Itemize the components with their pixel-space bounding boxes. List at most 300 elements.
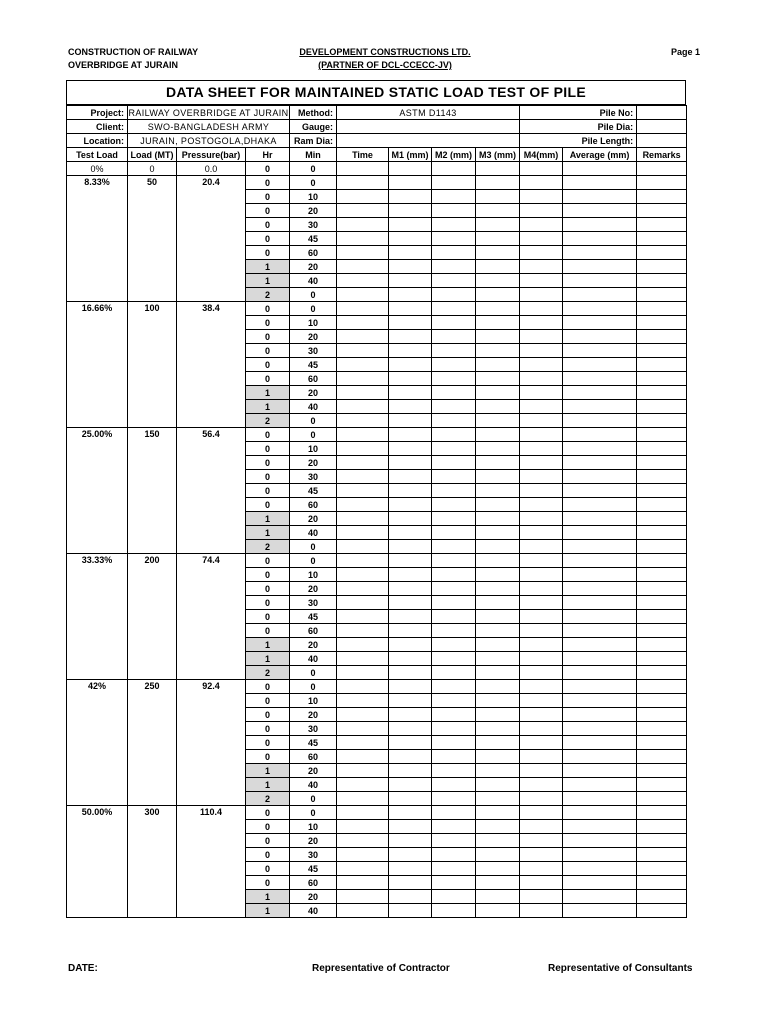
reading-cell[interactable] (563, 792, 637, 806)
reading-cell[interactable] (432, 414, 476, 428)
reading-cell[interactable] (637, 554, 687, 568)
reading-cell[interactable] (476, 834, 520, 848)
reading-cell[interactable] (389, 596, 432, 610)
reading-cell[interactable] (389, 316, 432, 330)
reading-cell[interactable] (520, 638, 563, 652)
reading-cell[interactable] (563, 302, 637, 316)
reading-cell[interactable] (432, 428, 476, 442)
reading-cell[interactable] (563, 498, 637, 512)
reading-cell[interactable] (432, 484, 476, 498)
reading-cell[interactable] (337, 848, 389, 862)
reading-cell[interactable] (476, 820, 520, 834)
reading-cell[interactable] (520, 806, 563, 820)
reading-cell[interactable] (637, 456, 687, 470)
reading-cell[interactable] (520, 484, 563, 498)
reading-cell[interactable] (520, 414, 563, 428)
reading-cell[interactable] (476, 708, 520, 722)
reading-cell[interactable] (476, 736, 520, 750)
reading-cell[interactable] (637, 470, 687, 484)
reading-cell[interactable] (637, 386, 687, 400)
reading-cell[interactable] (337, 834, 389, 848)
reading-cell[interactable] (520, 260, 563, 274)
reading-cell[interactable] (432, 596, 476, 610)
reading-cell[interactable] (476, 582, 520, 596)
reading-cell[interactable] (337, 722, 389, 736)
reading-cell[interactable] (637, 330, 687, 344)
reading-cell[interactable] (520, 358, 563, 372)
reading-cell[interactable] (337, 246, 389, 260)
reading-cell[interactable] (637, 428, 687, 442)
reading-cell[interactable] (337, 302, 389, 316)
reading-cell[interactable] (432, 806, 476, 820)
reading-cell[interactable] (476, 498, 520, 512)
reading-cell[interactable] (432, 204, 476, 218)
reading-cell[interactable] (389, 456, 432, 470)
reading-cell[interactable] (476, 372, 520, 386)
reading-cell[interactable] (389, 512, 432, 526)
reading-cell[interactable] (520, 190, 563, 204)
reading-cell[interactable] (337, 414, 389, 428)
reading-cell[interactable] (563, 386, 637, 400)
reading-cell[interactable] (563, 890, 637, 904)
reading-cell[interactable] (637, 484, 687, 498)
reading-cell[interactable] (432, 848, 476, 862)
reading-cell[interactable] (389, 890, 432, 904)
reading-cell[interactable] (563, 848, 637, 862)
reading-cell[interactable] (389, 498, 432, 512)
reading-cell[interactable] (637, 176, 687, 190)
reading-cell[interactable] (520, 736, 563, 750)
reading-cell[interactable] (637, 820, 687, 834)
reading-cell[interactable] (637, 526, 687, 540)
reading-cell[interactable] (337, 554, 389, 568)
reading-cell[interactable] (520, 316, 563, 330)
reading-cell[interactable] (337, 750, 389, 764)
reading-cell[interactable] (563, 694, 637, 708)
reading-cell[interactable] (432, 442, 476, 456)
reading-cell[interactable] (563, 708, 637, 722)
reading-cell[interactable] (337, 344, 389, 358)
reading-cell[interactable] (389, 344, 432, 358)
reading-cell[interactable] (337, 526, 389, 540)
reading-cell[interactable] (520, 554, 563, 568)
reading-cell[interactable] (389, 526, 432, 540)
reading-cell[interactable] (337, 372, 389, 386)
reading-cell[interactable] (637, 568, 687, 582)
reading-cell[interactable] (432, 736, 476, 750)
reading-cell[interactable] (337, 694, 389, 708)
reading-cell[interactable] (520, 568, 563, 582)
reading-cell[interactable] (337, 778, 389, 792)
reading-cell[interactable] (476, 694, 520, 708)
reading-cell[interactable] (637, 666, 687, 680)
reading-cell[interactable] (476, 204, 520, 218)
reading-cell[interactable] (520, 330, 563, 344)
reading-cell[interactable] (563, 540, 637, 554)
reading-cell[interactable] (337, 862, 389, 876)
reading-cell[interactable] (563, 330, 637, 344)
reading-cell[interactable] (432, 218, 476, 232)
reading-cell[interactable] (637, 400, 687, 414)
reading-cell[interactable] (432, 764, 476, 778)
reading-cell[interactable] (637, 792, 687, 806)
reading-cell[interactable] (476, 680, 520, 694)
reading-cell[interactable] (337, 288, 389, 302)
reading-cell[interactable] (337, 708, 389, 722)
reading-cell[interactable] (432, 274, 476, 288)
reading-cell[interactable] (337, 274, 389, 288)
reading-cell[interactable] (337, 806, 389, 820)
reading-cell[interactable] (637, 890, 687, 904)
reading-cell[interactable] (337, 162, 389, 176)
reading-cell[interactable] (637, 372, 687, 386)
reading-cell[interactable] (389, 232, 432, 246)
reading-cell[interactable] (337, 316, 389, 330)
reading-cell[interactable] (563, 442, 637, 456)
reading-cell[interactable] (337, 680, 389, 694)
reading-cell[interactable] (476, 190, 520, 204)
reading-cell[interactable] (637, 904, 687, 918)
reading-cell[interactable] (432, 512, 476, 526)
reading-cell[interactable] (520, 218, 563, 232)
reading-cell[interactable] (476, 750, 520, 764)
reading-cell[interactable] (432, 162, 476, 176)
reading-cell[interactable] (476, 162, 520, 176)
reading-cell[interactable] (637, 694, 687, 708)
reading-cell[interactable] (520, 792, 563, 806)
reading-cell[interactable] (389, 190, 432, 204)
reading-cell[interactable] (637, 316, 687, 330)
reading-cell[interactable] (389, 442, 432, 456)
reading-cell[interactable] (637, 218, 687, 232)
reading-cell[interactable] (337, 470, 389, 484)
reading-cell[interactable] (520, 274, 563, 288)
reading-cell[interactable] (563, 554, 637, 568)
reading-cell[interactable] (476, 554, 520, 568)
reading-cell[interactable] (432, 680, 476, 694)
reading-cell[interactable] (337, 582, 389, 596)
reading-cell[interactable] (520, 848, 563, 862)
reading-cell[interactable] (637, 540, 687, 554)
reading-cell[interactable] (389, 288, 432, 302)
reading-cell[interactable] (389, 764, 432, 778)
reading-cell[interactable] (520, 470, 563, 484)
reading-cell[interactable] (520, 708, 563, 722)
reading-cell[interactable] (337, 456, 389, 470)
reading-cell[interactable] (337, 596, 389, 610)
reading-cell[interactable] (389, 666, 432, 680)
reading-cell[interactable] (337, 176, 389, 190)
reading-cell[interactable] (637, 750, 687, 764)
reading-cell[interactable] (637, 708, 687, 722)
reading-cell[interactable] (476, 428, 520, 442)
reading-cell[interactable] (476, 176, 520, 190)
reading-cell[interactable] (389, 330, 432, 344)
reading-cell[interactable] (476, 722, 520, 736)
reading-cell[interactable] (637, 834, 687, 848)
reading-cell[interactable] (476, 638, 520, 652)
reading-cell[interactable] (476, 848, 520, 862)
reading-cell[interactable] (389, 904, 432, 918)
reading-cell[interactable] (520, 722, 563, 736)
reading-cell[interactable] (520, 456, 563, 470)
reading-cell[interactable] (476, 526, 520, 540)
reading-cell[interactable] (637, 736, 687, 750)
reading-cell[interactable] (520, 596, 563, 610)
reading-cell[interactable] (337, 904, 389, 918)
reading-cell[interactable] (637, 862, 687, 876)
reading-cell[interactable] (563, 722, 637, 736)
reading-cell[interactable] (432, 470, 476, 484)
reading-cell[interactable] (637, 302, 687, 316)
reading-cell[interactable] (520, 624, 563, 638)
reading-cell[interactable] (563, 316, 637, 330)
reading-cell[interactable] (563, 778, 637, 792)
reading-cell[interactable] (337, 568, 389, 582)
reading-cell[interactable] (432, 582, 476, 596)
reading-cell[interactable] (389, 414, 432, 428)
reading-cell[interactable] (637, 274, 687, 288)
reading-cell[interactable] (637, 764, 687, 778)
reading-cell[interactable] (476, 302, 520, 316)
reading-cell[interactable] (637, 162, 687, 176)
reading-cell[interactable] (476, 344, 520, 358)
reading-cell[interactable] (432, 722, 476, 736)
reading-cell[interactable] (476, 778, 520, 792)
reading-cell[interactable] (520, 288, 563, 302)
reading-cell[interactable] (520, 834, 563, 848)
reading-cell[interactable] (520, 666, 563, 680)
reading-cell[interactable] (337, 540, 389, 554)
reading-cell[interactable] (476, 862, 520, 876)
reading-cell[interactable] (563, 666, 637, 680)
reading-cell[interactable] (389, 372, 432, 386)
reading-cell[interactable] (476, 246, 520, 260)
reading-cell[interactable] (337, 232, 389, 246)
reading-cell[interactable] (476, 484, 520, 498)
reading-cell[interactable] (520, 176, 563, 190)
reading-cell[interactable] (563, 624, 637, 638)
reading-cell[interactable] (389, 862, 432, 876)
reading-cell[interactable] (520, 540, 563, 554)
reading-cell[interactable] (476, 386, 520, 400)
reading-cell[interactable] (337, 218, 389, 232)
reading-cell[interactable] (637, 344, 687, 358)
reading-cell[interactable] (563, 344, 637, 358)
reading-cell[interactable] (389, 638, 432, 652)
reading-cell[interactable] (337, 736, 389, 750)
reading-cell[interactable] (389, 848, 432, 862)
reading-cell[interactable] (337, 764, 389, 778)
reading-cell[interactable] (337, 204, 389, 218)
reading-cell[interactable] (563, 358, 637, 372)
reading-cell[interactable] (432, 568, 476, 582)
reading-cell[interactable] (563, 834, 637, 848)
reading-cell[interactable] (637, 288, 687, 302)
reading-cell[interactable] (432, 610, 476, 624)
reading-cell[interactable] (432, 316, 476, 330)
reading-cell[interactable] (389, 750, 432, 764)
reading-cell[interactable] (520, 512, 563, 526)
reading-cell[interactable] (520, 372, 563, 386)
reading-cell[interactable] (563, 610, 637, 624)
reading-cell[interactable] (476, 470, 520, 484)
reading-cell[interactable] (563, 862, 637, 876)
reading-cell[interactable] (563, 904, 637, 918)
reading-cell[interactable] (389, 806, 432, 820)
reading-cell[interactable] (563, 596, 637, 610)
reading-cell[interactable] (637, 596, 687, 610)
reading-cell[interactable] (637, 190, 687, 204)
reading-cell[interactable] (637, 848, 687, 862)
reading-cell[interactable] (476, 904, 520, 918)
reading-cell[interactable] (563, 162, 637, 176)
reading-cell[interactable] (337, 498, 389, 512)
reading-cell[interactable] (389, 176, 432, 190)
reading-cell[interactable] (432, 232, 476, 246)
reading-cell[interactable] (337, 190, 389, 204)
reading-cell[interactable] (432, 708, 476, 722)
reading-cell[interactable] (637, 638, 687, 652)
reading-cell[interactable] (337, 428, 389, 442)
reading-cell[interactable] (637, 498, 687, 512)
reading-cell[interactable] (337, 624, 389, 638)
reading-cell[interactable] (337, 792, 389, 806)
reading-cell[interactable] (563, 750, 637, 764)
reading-cell[interactable] (337, 400, 389, 414)
reading-cell[interactable] (337, 638, 389, 652)
reading-cell[interactable] (389, 610, 432, 624)
reading-cell[interactable] (476, 806, 520, 820)
reading-cell[interactable] (337, 610, 389, 624)
reading-cell[interactable] (389, 652, 432, 666)
reading-cell[interactable] (432, 820, 476, 834)
reading-cell[interactable] (637, 582, 687, 596)
reading-cell[interactable] (563, 428, 637, 442)
reading-cell[interactable] (337, 876, 389, 890)
reading-cell[interactable] (520, 820, 563, 834)
reading-cell[interactable] (637, 414, 687, 428)
reading-cell[interactable] (389, 358, 432, 372)
reading-cell[interactable] (563, 246, 637, 260)
reading-cell[interactable] (476, 876, 520, 890)
reading-cell[interactable] (432, 386, 476, 400)
reading-cell[interactable] (520, 610, 563, 624)
reading-cell[interactable] (476, 218, 520, 232)
reading-cell[interactable] (476, 232, 520, 246)
reading-cell[interactable] (563, 876, 637, 890)
reading-cell[interactable] (389, 624, 432, 638)
reading-cell[interactable] (520, 232, 563, 246)
reading-cell[interactable] (563, 372, 637, 386)
reading-cell[interactable] (520, 778, 563, 792)
reading-cell[interactable] (563, 218, 637, 232)
reading-cell[interactable] (476, 596, 520, 610)
reading-cell[interactable] (432, 862, 476, 876)
reading-cell[interactable] (389, 386, 432, 400)
reading-cell[interactable] (432, 834, 476, 848)
reading-cell[interactable] (389, 876, 432, 890)
reading-cell[interactable] (520, 428, 563, 442)
reading-cell[interactable] (389, 694, 432, 708)
reading-cell[interactable] (432, 666, 476, 680)
reading-cell[interactable] (389, 554, 432, 568)
reading-cell[interactable] (432, 750, 476, 764)
reading-cell[interactable] (337, 260, 389, 274)
reading-cell[interactable] (563, 400, 637, 414)
reading-cell[interactable] (476, 890, 520, 904)
reading-cell[interactable] (476, 568, 520, 582)
reading-cell[interactable] (389, 778, 432, 792)
reading-cell[interactable] (563, 484, 637, 498)
reading-cell[interactable] (637, 876, 687, 890)
reading-cell[interactable] (432, 246, 476, 260)
reading-cell[interactable] (563, 736, 637, 750)
reading-cell[interactable] (520, 386, 563, 400)
reading-cell[interactable] (520, 876, 563, 890)
reading-cell[interactable] (389, 470, 432, 484)
reading-cell[interactable] (520, 498, 563, 512)
reading-cell[interactable] (389, 274, 432, 288)
reading-cell[interactable] (563, 512, 637, 526)
reading-cell[interactable] (476, 260, 520, 274)
reading-cell[interactable] (563, 526, 637, 540)
reading-cell[interactable] (389, 484, 432, 498)
reading-cell[interactable] (389, 162, 432, 176)
reading-cell[interactable] (520, 302, 563, 316)
reading-cell[interactable] (432, 624, 476, 638)
reading-cell[interactable] (476, 792, 520, 806)
reading-cell[interactable] (563, 190, 637, 204)
reading-cell[interactable] (476, 764, 520, 778)
reading-cell[interactable] (337, 666, 389, 680)
reading-cell[interactable] (337, 330, 389, 344)
reading-cell[interactable] (432, 876, 476, 890)
reading-cell[interactable] (563, 638, 637, 652)
reading-cell[interactable] (637, 610, 687, 624)
reading-cell[interactable] (389, 568, 432, 582)
reading-cell[interactable] (432, 540, 476, 554)
reading-cell[interactable] (389, 792, 432, 806)
reading-cell[interactable] (389, 246, 432, 260)
reading-cell[interactable] (389, 820, 432, 834)
reading-cell[interactable] (432, 554, 476, 568)
reading-cell[interactable] (432, 344, 476, 358)
reading-cell[interactable] (389, 302, 432, 316)
reading-cell[interactable] (637, 204, 687, 218)
reading-cell[interactable] (563, 456, 637, 470)
reading-cell[interactable] (432, 456, 476, 470)
reading-cell[interactable] (476, 540, 520, 554)
reading-cell[interactable] (389, 260, 432, 274)
reading-cell[interactable] (563, 232, 637, 246)
reading-cell[interactable] (432, 400, 476, 414)
reading-cell[interactable] (432, 904, 476, 918)
reading-cell[interactable] (337, 358, 389, 372)
reading-cell[interactable] (637, 358, 687, 372)
reading-cell[interactable] (337, 890, 389, 904)
reading-cell[interactable] (637, 722, 687, 736)
reading-cell[interactable] (563, 414, 637, 428)
reading-cell[interactable] (432, 358, 476, 372)
reading-cell[interactable] (476, 610, 520, 624)
reading-cell[interactable] (476, 442, 520, 456)
reading-cell[interactable] (389, 708, 432, 722)
reading-cell[interactable] (637, 442, 687, 456)
reading-cell[interactable] (563, 582, 637, 596)
reading-cell[interactable] (432, 792, 476, 806)
reading-cell[interactable] (389, 736, 432, 750)
